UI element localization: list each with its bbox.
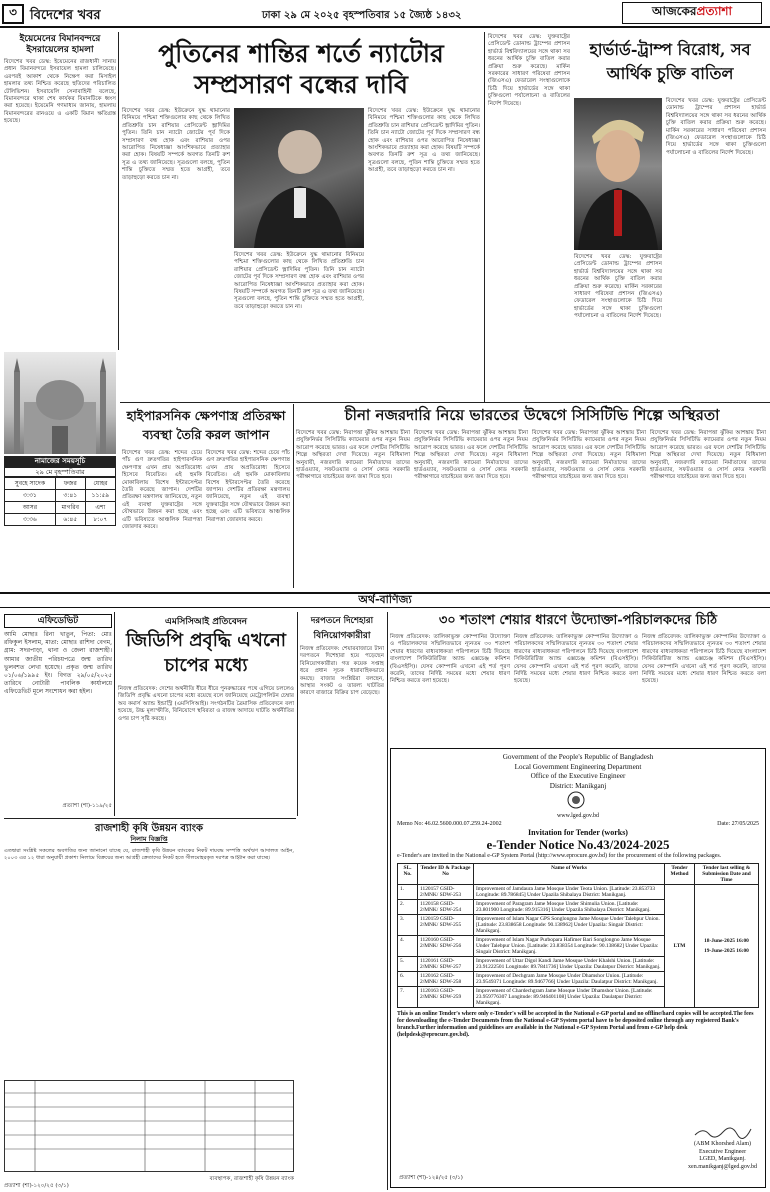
tender-website[interactable]: www.lged.gov.bd [556,813,600,819]
tender-sl: 2. [398,899,418,914]
newspaper-logo [622,2,762,24]
japan-body-col1: বিদেশের খবর ডেস্ক: শব্দের চেয়ে পাঁচ গুণ দ্রুতগতির হাইপারসনিক ক্ষেপণাস্ত্র এখন প্রায় অপ্রতিরোধ্য হিসেবে বিবেচিত। এই হুমকি মোকাবিলায় বিশেষ ইন্টারসেপ্টর তৈরি করেছে জাপান। দেশটির প্রতিরক্ষা মন্ত্রণালয় জানিয়েছে, নতুন এই ব্যবস্থা যুক্তরাষ্ট্রের সঙ্গে যৌথভাবে উন্নয়ন করা হচ্ছে এবং এটি ভবিষ্যতে আঞ্চলিক নিরাপত্তা জোরদার করবে। [122,450,202,531]
tender-sl: 1. [398,884,418,899]
prayer-cell: যোহর [85,478,115,490]
tender-sl: 4. [398,935,418,956]
mosque-photo [4,352,116,454]
ad-code: প্রত্যাশা (শা)-১১৯/২৫ [62,803,112,809]
tender-signer-org: LGED, Manikganj. [699,1156,746,1162]
table-grid [5,1081,293,1171]
harvard-headline: হার্ভার্ড-ট্রাম্প বিরোধ, সব আর্থিক চুক্তি বাতিল [589,40,751,83]
darpatan-body: নিজস্ব প্রতিবেদক: শেয়ারবাজারে টানা দরপতনে দিশেহারা হয়ে পড়েছেন বিনিয়োগকারীরা। গত কয়েক সপ্তাহ ধরে প্রধান সূচক ধারাবাহিকভাবে কমছে। বাজার সংশ্লিষ্টরা বলছেন, আস্থার সংকট ও তারল্য ঘাটতির কারণে বাজারে বিক্রির চাপ বেড়েছে। [300,646,384,697]
darpatan-headline: বিনিয়োগকারীরা [313,631,371,641]
tender-work: Improvement of Jamdaura Jame Mosque Under Teota Union. [Latitude: 23.853733 Longitude: 89.786845] Under Upazila Shibalaya District: Manikganj. [474,884,665,899]
krishi-signature: ব্যবস্থাপক, রাজশাহী কৃষি উন্নয়ন ব্যাংক [209,1176,294,1182]
logo-prefix: আজকের [651,4,697,18]
tender-id: 1120157 GSID-2/MNK/ SDW-253 [418,884,474,899]
tender-signature-block [688,1126,757,1172]
tender-id: 1120160 GSID-2/MNK/ SDW-256 [418,935,474,956]
person-icon [574,98,662,250]
tender-signer-email[interactable]: xen.manikganj@lged.gov.bd [688,1163,757,1170]
tender-signer-title: Executive Engineer [698,1148,747,1155]
tender-signer: (ABM Khorshed Alam) [694,1141,752,1147]
putin-headline: পুতিনের শান্তির শর্তে ন্যাটোর সম্প্রসারণ বন্ধের দাবি [158,39,444,99]
ad-code: প্রত্যাশা (শা)-১২০/২৫ (৩/১) [4,1183,69,1190]
prayer-date: ২৯ মে বৃহস্পতিবার [4,467,116,477]
share-body-col1: নিজস্ব প্রতিবেদক: তালিকাভুক্ত কোম্পানির উদ্যোক্তা ও পরিচালকদের সম্মিলিতভাবে ন্যূনতম ৩০ শতাংশ শেয়ার ধারণের বাধ্যবাধকতা পরিপালনে চিঠি দিয়েছে বাংলাদেশ সিকিউরিটিজ অ্যান্ড এক্সচেঞ্জ কমিশন (বিএসইসি)। যেসব কোম্পানি এখনো এই শর্ত পূরণ করেনি, তাদের নির্দিষ্ট সময়ের মধ্যে শেয়ার ধারণ নিশ্চিত করতে বলা হয়েছে। [390,634,510,685]
krishi-body: এতদ্বারা সংশ্লিষ্ট সকলের অবগতির জন্য জানানো যাচ্ছে যে, রাজশাহী কৃষি উন্নয়ন ব্যাংকের নিকট দায়বদ্ধ সম্পত্তি অর্থঋণ আদালত আইন, ২০০৩ এর ১২ ধারা অনুযায়ী প্রকাশ্য নিলামে বিক্রয়ের জন্য আগ্রহী ক্রেতাদের নিকট হতে সীলমোহরকৃত দরপত্র আহ্বান করা যাচ্ছে। [4,848,294,861]
tender-id: 1120162 GSID-2/MNK/ SDW-258 [418,971,474,986]
tender-deadline [695,884,759,1007]
column-divider [387,612,388,1190]
tender-id: 1120158 GSID-2/MNK/ SDW-254 [418,899,474,914]
krishi-subhead: নিলাম বিজ্ঞপ্তি [130,835,168,843]
tender-intro: e-Tender's are invited in the National e-GP System Portal (http://www.eprocure.gov.bd) for the procurement of the following packages. [397,853,722,859]
tender-deadline-2: 19-June-2025 16:00 [704,947,749,954]
tender-work: Improvement of Uttar Digol Kandi Jame Mosque Under Khalshi Union. [Latitude: 23.91222501 Longitude: 89.7841736] Under Upazila: Daulatpur District: Manikganj. [474,956,665,971]
business-section-banner: অর্থ-বাণিজ্য [0,592,770,608]
tender-method: LTM [665,884,695,1007]
table-header: Tender last selling & Submission Date and Time [695,863,759,884]
prayer-cell: আসর [5,502,56,514]
cctv-headline: চীনা নজরদারি নিয়ে ভারতের উদ্বেগে সিসিটিভি শিল্পে অস্থিরতা [344,406,720,424]
tender-sl: 7. [398,986,418,1007]
cctv-body-col1: বিদেশের খবর ডেস্ক: নিরাপত্তা ঝুঁকির আশঙ্কায় চীনা প্রযুক্তিনির্ভর সিসিটিভি ক্যামেরার ওপর নতুন নিয়ম আরোপ করেছে ভারত। এর ফলে দেশটির সিসিটিভি শিল্পে অস্থিরতা দেখা দিয়েছে। নতুন বিধিমালা অনুযায়ী, নজরদারি ক্যামেরা নির্মাতাদের তাদের হার্ডওয়্যার, সফটওয়্যার ও সোর্স কোড সরকারি পরীক্ষাগারে যাচাইয়ের জন্য জমা দিতে হবে। [296,430,410,481]
share-headline: ৩০ শতাংশ শেয়ার ধারণে উদ্যোক্তা-পরিচালকদের চিঠি [438,613,718,628]
column-divider [293,404,294,588]
prayer-cell: ৩:৩৬ [5,514,56,526]
signature-icon [693,1126,753,1138]
gdp-kicker: এমসিসিআই প্রতিবেদন [165,617,247,627]
row-divider [120,402,770,403]
tender-dept: Local Government Engineering Department [514,762,642,771]
tender-sl: 6. [398,971,418,986]
tender-date: Date: 27/05/2025 [717,821,759,827]
tender-deadline-1: 18-June-2025 16:00 [704,937,749,944]
harvard-body-col3: বিদেশের খবর ডেস্ক: যুক্তরাষ্ট্রের প্রেসিডেন্ট ডোনাল্ড ট্রাম্পের প্রশাসন হার্ভার্ড বিশ্ববিদ্যালয়ের সঙ্গে থাকা সব ধরনের আর্থিক চুক্তি বাতিল করার প্রক্রিয়া শুরু করেছে। মার্কিন সরকারের সাধারণ পরিষেবা প্রশাসন (জিএসএ) ফেডারেল সংস্থাগুলোকে চিঠি দিয়ে হার্ভার্ডের সঙ্গে থাকা চুক্তিগুলো পর্যালোচনা ও বাতিলের নির্দেশ দিয়েছে। [666,98,766,156]
row-divider [4,818,296,819]
tender-notice-number: e-Tender Notice No.43/2024-2025 [486,837,670,852]
tender-id: 1120163 GSID-2/MNK/ SDW-259 [418,986,474,1007]
page-header [0,0,770,28]
page-number: ৩ [2,4,24,24]
prayer-cell: ৮:০৭ [85,514,115,526]
column-divider [484,32,485,402]
prayer-table [4,477,116,526]
affidavit-ad [4,614,112,814]
table-row [398,884,759,899]
tender-sl: 3. [398,914,418,935]
tender-memo: Memo No: 46.02.5600.000.07.259.24-2002 [397,821,502,827]
tender-id: 1120159 GSID-2/MNK/ SDW-255 [418,914,474,935]
tender-work: Improvement of Dechgram Jame Mosque Under Dhamshor Union. [Latitude: 23.9549371 Longitude: 89.9467766] Under Upazila: Daulatpur District: Manikganj. [474,971,665,986]
issue-date: ঢাকা ২৯ মে ২০২৫ বৃহস্পতিবার ১৫ জ্যৈষ্ঠ ১৪৩২ [262,10,462,21]
section-title: বিদেশের খবর [30,8,101,23]
yemen-body: বিদেশের খবর ডেস্ক: ইয়েমেনের রাজধানী সানায় প্রধান বিমানবন্দরে ইসরায়েল হামলা চালিয়েছে। এরপরই আকাশ থেকে নিক্ষেপ করা মিসাইল হামলার তথ্য নিশ্চিত করেছে হুতিদের পরিচালিত টেলিভিশন। ইসরায়েলি সেনাবাহিনী বলেছে, বিমানবন্দরে থাকা শেষ কার্যকর বিমানটিকে ধ্বংস করা হয়েছে। ইয়েমেনি গণমাধ্যম জানায়, হামলায় বিমানবন্দরের রানওয়ে ও একটি বিমান ক্ষতিগ্রস্ত হয়েছে। [4,59,116,125]
tender-table [397,863,759,1008]
darpatan-kicker: দরপতনে দিশেহারা [310,616,374,626]
share-body-col3: নিজস্ব প্রতিবেদক: তালিকাভুক্ত কোম্পানির উদ্যোক্তা ও পরিচালকদের সম্মিলিতভাবে ন্যূনতম ৩০ শতাংশ শেয়ার ধারণের বাধ্যবাধকতা পরিপালনে চিঠি দিয়েছে বাংলাদেশ সিকিউরিটিজ অ্যান্ড এক্সচেঞ্জ কমিশন (বিএসইসি)। যেসব কোম্পানি এখনো এই শর্ত পূরণ করেনি, তাদের নির্দিষ্ট সময়ের মধ্যে শেয়ার ধারণ নিশ্চিত করতে বলা হয়েছে। [642,634,766,685]
cctv-body-col2: বিদেশের খবর ডেস্ক: নিরাপত্তা ঝুঁকির আশঙ্কায় চীনা প্রযুক্তিনির্ভর সিসিটিভি ক্যামেরার ওপর নতুন নিয়ম আরোপ করেছে ভারত। এর ফলে দেশটির সিসিটিভি শিল্পে অস্থিরতা দেখা দিয়েছে। নতুন বিধিমালা অনুযায়ী, নজরদারি ক্যামেরা নির্মাতাদের তাদের হার্ডওয়্যার, সফটওয়্যার ও সোর্স কোড সরকারি পরীক্ষাগারে যাচাইয়ের জন্য জমা দিতে হবে। [414,430,528,481]
lged-logo-icon [567,791,585,809]
tender-work: Improvement of Islam Nagar GPS Songlongno Jame Mosque Under Talebpur Union. [Latitude: 23.838658 Longitude: 90.138962] Under Upazila: Singair District: Manikganj. [474,914,665,935]
table-header: Tender Method [665,863,695,884]
putin-body-col1: বিদেশের খবর ডেস্ক: ইউক্রেনে যুদ্ধ থামানোর বিনিময়ে পশ্চিমা শক্তিগুলোর কাছ থেকে লিখিত প্রতিশ্রুতি চান রাশিয়ার প্রেসিডেন্ট ভ্লাদিমির পুতিন। তিনি চান ন্যাটো জোটের পূর্ব দিকে সম্প্রসারণ বন্ধ হোক এবং রাশিয়ার ওপর আরোপিত নিষেধাজ্ঞা আংশিকভাবে প্রত্যাহার করা হোক। বিষয়টি সম্পর্কে অবগত তিনটি রুশ সূত্র এ তথ্য জানিয়েছে। সূত্রগুলো বলছে, পুতিন শান্তি চুক্তিতে সম্মত হতে আগ্রহী, তবে তাড়াহুড়ো করতে চান না। [122,108,230,181]
krishi-headline: রাজশাহী কৃষি উন্নয়ন ব্যাংক [94,823,204,834]
trump-photo [574,98,662,250]
logo-brand: প্রত্যাশা [696,4,733,18]
table-header: Name of Works [474,863,665,884]
yemen-headline: ইয়েমেনের বিমানবন্দরে ইসরায়েলের হামলা [19,34,101,55]
yemen-story [4,34,116,352]
tender-invitation: Invitation for Tender (works) [528,828,628,837]
column-divider [114,612,115,816]
prayer-cell: সুবহে সাদেক [5,478,56,490]
gdp-headline: জিডিপি প্রবৃদ্ধি এখনো চাপের মধ্যে [125,630,287,676]
prayer-cell: ৩:৪১ [55,490,85,502]
ad-code: প্রত্যাশা (শা)-১২৪/২৫ (৩/১) [399,1175,463,1181]
krishi-notice [4,822,294,1188]
table-header: Tender ID & Package No [418,863,474,884]
column-divider [297,612,298,816]
tender-sl: 5. [398,956,418,971]
japan-body-col2: বিদেশের খবর ডেস্ক: শব্দের চেয়ে পাঁচ গুণ দ্রুতগতির হাইপারসনিক ক্ষেপণাস্ত্র এখন প্রায় অপ্রতিরোধ্য হিসেবে বিবেচিত। এই হুমকি মোকাবিলায় বিশেষ ইন্টারসেপ্টর তৈরি করেছে জাপান। দেশটির প্রতিরক্ষা মন্ত্রণালয় জানিয়েছে, নতুন এই ব্যবস্থা যুক্তরাষ্ট্রের সঙ্গে যৌথভাবে উন্নয়ন করা হচ্ছে এবং এটি ভবিষ্যতে আঞ্চলিক নিরাপত্তা জোরদার করবে। [206,450,290,523]
harvard-body-col2: বিদেশের খবর ডেস্ক: যুক্তরাষ্ট্রের প্রেসিডেন্ট ডোনাল্ড ট্রাম্পের প্রশাসন হার্ভার্ড বিশ্ববিদ্যালয়ের সঙ্গে থাকা সব ধরনের আর্থিক চুক্তি বাতিল করার প্রক্রিয়া শুরু করেছে। মার্কিন সরকারের সাধারণ পরিষেবা প্রশাসন (জিএসএ) ফেডারেল সংস্থাগুলোকে চিঠি দিয়ে হার্ভার্ডের সঙ্গে থাকা চুক্তিগুলো পর্যালোচনা ও বাতিলের নির্দেশ দিয়েছে। [574,254,662,320]
prayer-cell: এশা [85,502,115,514]
prayer-cell: মাগরিব [55,502,85,514]
affidavit-body: আমি মোছাঃ রিনা খাতুন, পিতা: মোঃ রফিকুল ইসলাম, মাতা: মোছাঃ রাশিদা বেগম, গ্রাম: সদরপাড়া, থানা ও জেলা রাজশাহী। আমার জাতীয় পরিচয়পত্রে জন্ম তারিখ ভুলবশত লেখা হয়েছে। প্রকৃত জন্ম তারিখ ০১/০৬/১৯৯৫ ইং। বিগত ২৯/০৫/২০২৫ তারিখে নোটারী পাবলিক কার্যালয়ে এফিডেভিট মূলে সংশোধন করা হইল। [4,631,112,696]
cctv-body-col4: বিদেশের খবর ডেস্ক: নিরাপত্তা ঝুঁকির আশঙ্কায় চীনা প্রযুক্তিনির্ভর সিসিটিভি ক্যামেরার ওপর নতুন নিয়ম আরোপ করেছে ভারত। এর ফলে দেশটির সিসিটিভি শিল্পে অস্থিরতা দেখা দিয়েছে। নতুন বিধিমালা অনুযায়ী, নজরদারি ক্যামেরা নির্মাতাদের তাদের হার্ডওয়্যার, সফটওয়্যার ও সোর্স কোড সরকারি পরীক্ষাগারে যাচাইয়ের জন্য জমা দিতে হবে। [650,430,766,481]
gdp-body: নিজস্ব প্রতিবেদক: দেশের অর্থনীতি ধীরে ধীরে পুনরুদ্ধারের পথে এগিয়ে চললেও জিডিপি প্রবৃদ্ধি এখনো চাপের মধ্যে রয়েছে বলে জানিয়েছে মেট্রোপলিটন চেম্বার অব কমার্স অ্যান্ড ইন্ডাস্ট্রি (এমসিসিআই)। সংগঠনটির ত্রৈমাসিক প্রতিবেদনে বলা হয়েছে, উচ্চ মূল্যস্ফীতি, বিনিয়োগে স্থবিরতা ও রাজস্ব আদায়ে ঘাটতি অর্থনীতির ওপর চাপ সৃষ্টি করছে। [118,686,294,722]
tender-work: Improvement of Chardechgram Jame Mosque Under Dhamshor Union. [Latitude: 23.959776307 Longitude: 89.946401108] Under Upazila: Daulatpur District: Manikganj. [474,986,665,1007]
tender-notice [390,748,766,1188]
mosque-icon [4,352,116,454]
harvard-body-col1: বিদেশের খবর ডেস্ক: যুক্তরাষ্ট্রের প্রেসিডেন্ট ডোনাল্ড ট্রাম্পের প্রশাসন হার্ভার্ড বিশ্ববিদ্যালয়ের সঙ্গে থাকা সব ধরনের আর্থিক চুক্তি বাতিল করার প্রক্রিয়া শুরু করেছে। মার্কিন সরকারের সাধারণ পরিষেবা প্রশাসন (জিএসএ) ফেডারেল সংস্থাগুলোকে চিঠি দিয়ে হার্ভার্ডের সঙ্গে থাকা চুক্তিগুলো পর্যালোচনা ও বাতিলের নির্দেশ দিয়েছে। [488,34,570,107]
krishi-schedule-table [4,1080,294,1172]
share-body-col2: নিজস্ব প্রতিবেদক: তালিকাভুক্ত কোম্পানির উদ্যোক্তা ও পরিচালকদের সম্মিলিতভাবে ন্যূনতম ৩০ শতাংশ শেয়ার ধারণের বাধ্যবাধকতা পরিপালনে চিঠি দিয়েছে বাংলাদেশ সিকিউরিটিজ অ্যান্ড এক্সচেঞ্জ কমিশন (বিএসইসি)। যেসব কোম্পানি এখনো এই শর্ত পূরণ করেনি, তাদের নির্দিষ্ট সময়ের মধ্যে শেয়ার ধারণ নিশ্চিত করতে বলা হয়েছে। [514,634,638,685]
putin-photo [234,108,364,248]
prayer-cell: ৬:৪৫ [55,514,85,526]
affidavit-tag: এফিডেভিট [4,614,112,628]
prayer-cell: ফজর [55,478,85,490]
prayer-cell: ১১:৫৯ [85,490,115,502]
japan-headline: হাইপারসনিক ক্ষেপণাস্ত্র প্রতিরক্ষা ব্যবস্থা তৈরি করল জাপান [126,408,286,442]
tender-district: District: Manikganj [549,781,607,790]
table-header: SL. No. [398,863,418,884]
tender-id: 1120161 GSID-2/MNK/ SDW-257 [418,956,474,971]
tender-work: Improvement of Paragram Jame Mosque Under Shimulia Union. [Latitude: 23.801900 Longitude: 89.915316] Under Upazila Shibalaya District: Manikganj. [474,899,665,914]
column-divider [118,32,119,350]
prayer-title: নামাজের সময়সূচি [4,456,116,467]
person-icon [234,108,364,248]
tender-work: Improvement of Islam Nagar Purbopara Hafimer Bari Songlongno Jame Mosque Under Talebpur Union. [Latitude: 23.838354 Longitude: 90.138682] Under Upazila: Singair District: Manikganj. [474,935,665,956]
putin-body-col3: বিদেশের খবর ডেস্ক: ইউক্রেনে যুদ্ধ থামানোর বিনিময়ে পশ্চিমা শক্তিগুলোর কাছ থেকে লিখিত প্রতিশ্রুতি চান রাশিয়ার প্রেসিডেন্ট ভ্লাদিমির পুতিন। তিনি চান ন্যাটো জোটের পূর্ব দিকে সম্প্রসারণ বন্ধ হোক এবং রাশিয়ার ওপর আরোপিত নিষেধাজ্ঞা আংশিকভাবে প্রত্যাহার করা হোক। বিষয়টি সম্পর্কে অবগত তিনটি রুশ সূত্র এ তথ্য জানিয়েছে। সূত্রগুলো বলছে, পুতিন শান্তি চুক্তিতে সম্মত হতে আগ্রহী, তবে তাড়াহুড়ো করতে চান না। [368,108,480,174]
prayer-times [4,456,116,523]
tender-footer: This is an online Tender's where only e-Tender's will be accepted in the National e-GP portal and no offline/hard copies will be accepted.The fees for downloading the e-Tender Documents from the National e-GP System portal have to be deposited online through any registered Bank's branch.Further information and guidelines are available in the National e-GP System Portal and from e-GP help desk (helpdesk@eprocure.gov.bd). [397,1010,754,1039]
prayer-cell: ৩:৩১ [5,490,56,502]
tender-office: Office of the Executive Engineer [530,772,626,780]
cctv-body-col3: বিদেশের খবর ডেস্ক: নিরাপত্তা ঝুঁকির আশঙ্কায় চীনা প্রযুক্তিনির্ভর সিসিটিভি ক্যামেরার ওপর নতুন নিয়ম আরোপ করেছে ভারত। এর ফলে দেশটির সিসিটিভি শিল্পে অস্থিরতা দেখা দিয়েছে। নতুন বিধিমালা অনুযায়ী, নজরদারি ক্যামেরা নির্মাতাদের তাদের হার্ডওয়্যার, সফটওয়্যার ও সোর্স কোড সরকারি পরীক্ষাগারে যাচাইয়ের জন্য জমা দিতে হবে। [532,430,646,481]
tender-gov: Government of the People's Republic of Bangladesh [502,753,654,761]
putin-body-col2: বিদেশের খবর ডেস্ক: ইউক্রেনে যুদ্ধ থামানোর বিনিময়ে পশ্চিমা শক্তিগুলোর কাছ থেকে লিখিত প্রতিশ্রুতি চান রাশিয়ার প্রেসিডেন্ট ভ্লাদিমির পুতিন। তিনি চান ন্যাটো জোটের পূর্ব দিকে সম্প্রসারণ বন্ধ হোক এবং রাশিয়ার ওপর আরোপিত নিষেধাজ্ঞা আংশিকভাবে প্রত্যাহার করা হোক। বিষয়টি সম্পর্কে অবগত তিনটি রুশ সূত্র এ তথ্য জানিয়েছে। সূত্রগুলো বলছে, পুতিন শান্তি চুক্তিতে সম্মত হতে আগ্রহী, তবে তাড়াহুড়ো করতে চান না। [234,252,364,310]
